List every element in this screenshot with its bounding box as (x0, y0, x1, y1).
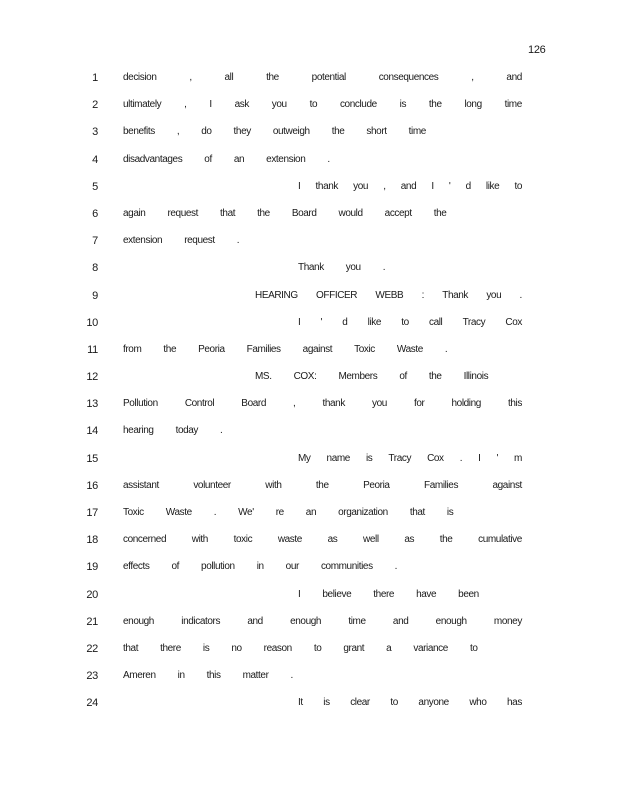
line-text (123, 206, 522, 222)
word: has (507, 697, 522, 709)
line-number: 22 (86, 642, 98, 655)
word: effects (123, 561, 150, 573)
word: assistant (123, 479, 159, 491)
word: time (504, 99, 522, 111)
transcript-line (0, 641, 618, 668)
word: in (256, 561, 264, 573)
word: Cox (427, 452, 444, 464)
word: . (236, 235, 240, 247)
line-text (298, 315, 522, 331)
word: there (373, 588, 395, 600)
line-text (123, 396, 522, 412)
word: the (257, 207, 270, 219)
word: OFFICER (316, 289, 358, 301)
word: you (353, 180, 369, 192)
word: Control (184, 398, 215, 410)
word: outweigh (272, 126, 310, 138)
word: toxic (233, 534, 253, 546)
transcript-line (0, 451, 618, 478)
word: . (290, 670, 293, 682)
word: COX: (293, 371, 317, 383)
line-text (123, 342, 522, 358)
word: well (363, 534, 379, 546)
word: Ameren (123, 670, 156, 682)
line-text (123, 478, 522, 494)
line-number: 8 (92, 262, 98, 275)
transcript-line (0, 695, 618, 722)
word: the (433, 207, 447, 219)
word: request (184, 235, 215, 247)
line-number: 13 (86, 398, 98, 411)
word: Members (338, 371, 378, 383)
word: is (446, 507, 454, 518)
word: Families (246, 343, 281, 355)
word: for (413, 398, 425, 410)
word: enough (290, 615, 322, 627)
line-number: 14 (86, 425, 98, 438)
word: a (386, 642, 392, 654)
word: there (160, 642, 181, 654)
line-text (123, 532, 522, 548)
line-number: 6 (92, 207, 98, 220)
word: as (404, 534, 415, 546)
word: call (428, 316, 443, 328)
line-number: 4 (92, 153, 98, 166)
word: this (206, 670, 221, 682)
word: conclude (339, 99, 377, 111)
line-text (123, 233, 522, 249)
word: and (247, 615, 263, 627)
word: would (338, 207, 363, 219)
word: waste (277, 534, 302, 546)
word: like (485, 180, 500, 192)
word: as (327, 534, 338, 546)
transcript-line (0, 97, 618, 124)
transcript-line (0, 559, 618, 586)
word: It (298, 697, 303, 709)
transcript-line (0, 505, 618, 532)
line-number: 23 (86, 670, 98, 683)
line-number: 7 (92, 235, 98, 248)
word: ask (234, 99, 249, 111)
word: , (383, 180, 386, 192)
word: m (514, 452, 522, 464)
word: . (327, 153, 330, 165)
word: holding (451, 398, 481, 410)
word: matter (242, 670, 269, 682)
word: cumulative (478, 534, 522, 546)
line-number: 16 (86, 479, 98, 492)
word: the (331, 126, 345, 138)
page-number: 126 (528, 44, 546, 56)
word: communities (320, 561, 373, 573)
line-number: 5 (92, 180, 98, 193)
word: long (464, 99, 482, 111)
word: of (204, 153, 212, 165)
word: to (390, 697, 398, 709)
word: this (508, 398, 522, 410)
word: an (305, 507, 317, 518)
line-text (123, 124, 522, 140)
line-number: 21 (86, 615, 98, 628)
word: thank (322, 398, 345, 410)
word: who (469, 697, 487, 709)
word: extension (266, 153, 306, 165)
line-text (298, 587, 522, 603)
word: accept (384, 207, 412, 219)
line-number: 10 (86, 316, 98, 329)
word: , (184, 99, 187, 111)
word: We' (238, 507, 254, 518)
word: name (326, 452, 350, 464)
line-number: 19 (86, 561, 98, 574)
word: I (478, 452, 481, 464)
word: against (302, 343, 333, 355)
word: d (465, 180, 471, 192)
line-text (123, 423, 522, 439)
word: have (416, 588, 437, 600)
line-text (298, 451, 522, 467)
word: the (439, 534, 453, 546)
word: benefits (123, 126, 155, 138)
word: request (167, 207, 199, 219)
transcript-line (0, 260, 618, 287)
word: I (298, 180, 301, 192)
line-text (123, 668, 522, 684)
word: and (400, 180, 417, 192)
word: to (313, 642, 322, 654)
word: volunteer (193, 479, 231, 491)
word: Toxic (354, 343, 375, 355)
word: MS. (255, 371, 272, 383)
line-number: 12 (86, 371, 98, 384)
transcript-line (0, 342, 618, 369)
word: d (342, 316, 348, 328)
transcript-line (0, 315, 618, 342)
word: Peoria (198, 343, 225, 355)
word: that (409, 507, 425, 518)
line-number: 20 (86, 588, 98, 601)
transcript-line (0, 288, 618, 315)
word: believe (322, 588, 352, 600)
word: is (202, 642, 210, 654)
line-text (298, 179, 522, 195)
word: with (265, 479, 282, 491)
word: Families (424, 479, 459, 491)
word: . (519, 289, 522, 301)
line-number: 2 (92, 99, 98, 112)
word: against (492, 479, 522, 491)
transcript-line (0, 233, 618, 260)
word: of (171, 561, 180, 573)
word: hearing (123, 425, 154, 437)
word: Board (241, 398, 266, 410)
word: Tracy (462, 316, 486, 328)
word: Illinois (463, 371, 489, 383)
word: no (231, 642, 242, 654)
word: , (471, 72, 474, 83)
word: money (493, 615, 522, 627)
line-number: 15 (86, 452, 98, 465)
line-text (298, 695, 522, 711)
word: the (428, 99, 442, 111)
word: clear (350, 697, 370, 709)
word: Tracy (388, 452, 412, 464)
transcript-line (0, 396, 618, 423)
word: you (345, 262, 361, 274)
word: concerned (123, 534, 167, 546)
word: I (431, 180, 434, 192)
word: the (163, 343, 177, 355)
word: , (293, 398, 296, 410)
line-number: 18 (86, 534, 98, 547)
word: that (123, 642, 139, 654)
line-text (123, 97, 522, 113)
word: enough (435, 615, 467, 627)
word: to (401, 316, 409, 328)
transcript-line (0, 179, 618, 206)
word: decision (123, 72, 157, 83)
word: you (271, 99, 287, 111)
word: and (392, 615, 409, 627)
word: you (371, 398, 387, 410)
line-number: 17 (86, 507, 98, 519)
word: thank (315, 180, 338, 192)
word: WEBB (375, 289, 404, 301)
word: ' (320, 316, 323, 328)
word: . (459, 452, 463, 464)
word: consequences (378, 72, 439, 83)
line-text (298, 260, 522, 276)
word: Peoria (363, 479, 390, 491)
word: indicators (181, 615, 221, 627)
word: Cox (505, 316, 522, 328)
word: reason (263, 642, 292, 654)
word: pollution (201, 561, 235, 573)
word: I (298, 316, 301, 328)
word: . (220, 425, 223, 437)
word: time (408, 126, 426, 138)
word: to (469, 642, 478, 654)
word: from (123, 343, 142, 355)
word: , (176, 126, 180, 138)
word: potential (311, 72, 346, 83)
word: they (233, 126, 251, 138)
line-text (123, 614, 522, 630)
word: in (177, 670, 185, 682)
line-text (123, 505, 522, 521)
word: time (348, 615, 366, 627)
transcript-line (0, 478, 618, 505)
word: I (298, 588, 301, 600)
word: is (365, 452, 373, 464)
word: Toxic (123, 507, 144, 518)
word: Board (291, 207, 317, 219)
word: disadvantages (123, 153, 183, 165)
word: HEARING (255, 289, 298, 301)
word: like (367, 316, 382, 328)
transcript-line (0, 587, 618, 614)
word: I (209, 99, 212, 111)
word: been (458, 588, 479, 600)
word: today (175, 425, 199, 437)
word: anyone (418, 697, 449, 709)
word: . (394, 561, 398, 573)
word: with (191, 534, 208, 546)
word: that (220, 207, 236, 219)
word: , (189, 72, 192, 83)
word: ultimately (123, 99, 162, 111)
transcript-line (0, 124, 618, 151)
word: . (213, 507, 217, 518)
transcript-line (0, 423, 618, 450)
transcript-line (0, 369, 618, 396)
word: and (506, 72, 522, 83)
transcript-line (0, 152, 618, 179)
line-number: 24 (86, 697, 98, 710)
line-number: 11 (87, 343, 98, 356)
line-text (255, 288, 522, 304)
word: organization (338, 507, 388, 518)
transcript-line (0, 532, 618, 559)
line-text (255, 369, 522, 385)
word: short (366, 126, 387, 138)
line-number: 1 (92, 72, 98, 84)
word: the (315, 479, 329, 491)
word: Pollution (123, 398, 158, 410)
line-text (123, 70, 522, 86)
word: is (399, 99, 407, 111)
word: enough (123, 615, 154, 627)
word: our (285, 561, 299, 573)
word: to (309, 99, 318, 111)
transcript-line (0, 206, 618, 233)
transcript-line (0, 668, 618, 695)
word: do (201, 126, 212, 138)
word: : (421, 289, 424, 301)
word: variance (413, 642, 448, 654)
word: an (233, 153, 245, 165)
word: ' (448, 180, 451, 192)
transcript-lines (0, 70, 618, 723)
word: . (444, 343, 448, 355)
line-text (123, 152, 522, 168)
line-text (123, 641, 522, 657)
line-number: 9 (92, 289, 98, 302)
word: Thank (298, 262, 324, 274)
word: all (224, 72, 234, 83)
word: grant (343, 642, 365, 654)
word: the (428, 371, 442, 383)
word: you (486, 289, 502, 301)
word: My (298, 452, 311, 464)
word: to (514, 180, 522, 192)
word: Thank (442, 289, 469, 301)
line-text (123, 559, 522, 575)
word: ' (496, 452, 499, 464)
word: the (266, 72, 279, 83)
transcript-line (0, 614, 618, 641)
word: again (123, 207, 146, 219)
word: is (323, 697, 330, 709)
line-number: 3 (92, 126, 98, 139)
word: extension (123, 235, 163, 247)
word: . (382, 262, 386, 274)
word: Waste (396, 343, 423, 355)
word: of (399, 371, 407, 383)
transcript-line (0, 70, 618, 97)
word: re (275, 507, 284, 518)
word: Waste (165, 507, 192, 518)
